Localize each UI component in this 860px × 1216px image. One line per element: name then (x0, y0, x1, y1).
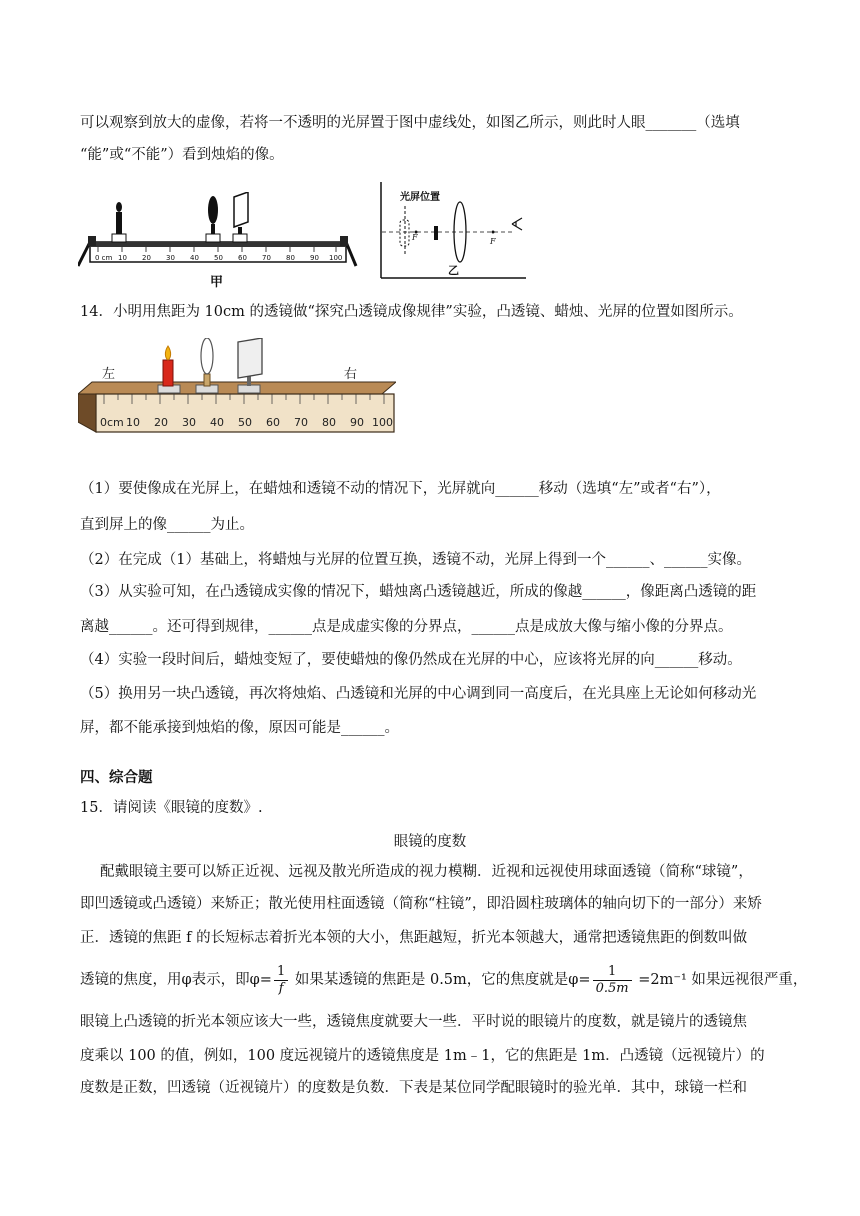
ruler-label: 60 (266, 416, 280, 429)
article-line-2: 即凹透镜或凸透镜）来矫正；散光使用柱面透镜（简称“柱镜”，即沿圆柱玻璃体的轴向切下的一部分）来矫 (80, 896, 762, 912)
figure-q14-optical-bench (78, 338, 396, 434)
ruler-label: 100 (329, 254, 343, 262)
ruler-label: 90 (350, 416, 364, 429)
article-line-1: 配戴眼镜主要可以矫正近视、远视及散光所造成的视力模糊．近视和远视使用球面透镜（简称“球镜”， (100, 864, 753, 880)
ruler-label: 50 (214, 254, 223, 262)
ruler-label: 70 (294, 416, 308, 429)
q13-text-line-2: “能”或“不能”）看到烛焰的像。 (80, 147, 284, 163)
eye-icon (512, 218, 522, 230)
ruler-label: 90 (310, 254, 319, 262)
fraction-denominator: 0.5m (595, 980, 629, 996)
ruler-label: 0cm (100, 416, 124, 429)
formula-text-b: 如果某透镜的焦距是 0.5m，它的焦度就是φ= (294, 972, 591, 988)
ruler-label: 0 cm (95, 254, 113, 262)
article-title: 眼镜的度数 (393, 834, 467, 850)
figure-jia-optical-bench (78, 192, 358, 292)
lens-icon (206, 196, 220, 242)
figure-yi-diagram (378, 182, 526, 282)
ruler-label: 70 (262, 254, 271, 262)
ruler-label: 80 (322, 416, 336, 429)
formula-text-c: =2m⁻¹ 如果远视很严重， (638, 972, 808, 988)
right-label: 右 (344, 367, 358, 382)
ruler-label: 60 (238, 254, 247, 262)
article-line-3: 正．透镜的焦距 f 的长短标志着折光本领的大小，焦距越短，折光本领越大，通常把透镜焦距的倒数叫做 (80, 930, 748, 946)
screen-icon (233, 192, 248, 242)
screen-position-label: 光屏位置 (400, 192, 440, 203)
article-line-4-formula (80, 960, 807, 1000)
fraction-numerator: 1 (274, 964, 288, 981)
left-label: 左 (102, 367, 116, 382)
focal-point-left-label: F (412, 233, 418, 242)
fraction-one-over-f (274, 964, 288, 997)
q14-part2: （2）在完成（1）基础上，将蜡烛与光屏的位置互换，透镜不动，光屏上得到一个______、______实像。 (80, 552, 751, 568)
q14-part1-line1: （1）要使像成在光屏上，在蜡烛和透镜不动的情况下，光屏就向______移动（选填“左”或者“右”）， (80, 481, 721, 497)
lens-icon (196, 338, 218, 393)
ruler-label: 50 (238, 416, 252, 429)
candle-icon (158, 346, 180, 393)
fraction-one-over-half-meter (593, 964, 632, 997)
q14-part3-line1: （3）从实验可知，在凸透镜成实像的情况下，蜡烛离凸透镜越近，所成的像越______，像距离凸透镜的距 (80, 584, 757, 600)
section-heading: 四、综合题 (80, 769, 153, 786)
ruler-label: 10 (126, 416, 140, 429)
q13-text-line-1: 可以观察到放大的虚像，若将一不透明的光屏置于图中虚线处，如图乙所示，则此时人眼_______（选填 (80, 115, 740, 131)
ruler-label: 100 (372, 416, 393, 429)
ruler-label: 40 (190, 254, 199, 262)
fraction-numerator: 1 (593, 964, 632, 981)
figure-yi-caption: 乙 (448, 264, 459, 277)
ruler-label: 10 (118, 254, 127, 262)
q14-part1-line2: 直到屏上的像______为止。 (80, 517, 254, 533)
q14-part5-line2: 屏，都不能承接到烛焰的像，原因可能是______。 (80, 720, 399, 736)
ruler-label: 20 (154, 416, 168, 429)
fraction-denominator: f (278, 980, 284, 996)
ruler-label: 30 (166, 254, 175, 262)
focal-point-right-label: F (490, 237, 496, 246)
ruler-label: 40 (210, 416, 224, 429)
screen-icon (238, 338, 262, 393)
article-line-7: 度数是正数，凹透镜（近视镜片）的度数是负数．下表是某位同学配眼镜时的验光单．其中，球镜一栏和 (80, 1080, 747, 1096)
ruler-label: 80 (286, 254, 295, 262)
q14-part3-line2: 离越______。还可得到规律，______点是成虚实像的分界点，______点是成放大像与缩小像的分界点。 (80, 619, 733, 635)
formula-text-a: 透镜的焦度，用φ表示，即φ= (80, 972, 272, 988)
q14-stem: 14．小明用焦距为 10cm 的透镜做“探究凸透镜成像规律”实验，凸透镜、蜡烛、光屏的位置如图所示。 (80, 304, 743, 320)
q15-stem: 15．请阅读《眼镜的度数》. (80, 800, 263, 816)
ruler-label: 20 (142, 254, 151, 262)
article-line-6: 度乘以 100 的值，例如，100 度远视镜片的透镜焦度是 1m﹣1，它的焦距是 1m．凸透镜（远视镜片）的 (80, 1048, 765, 1064)
candle-icon (112, 202, 126, 242)
article-line-5: 眼镜上凸透镜的折光本领应该大一些，透镜焦度就要大一些．平时说的眼镜片的度数，就是镜片的透镜焦 (80, 1014, 747, 1030)
figure-jia-caption: 甲 (210, 275, 224, 290)
ruler-label: 30 (182, 416, 196, 429)
q14-part4: （4）实验一段时间后，蜡烛变短了，要使蜡烛的像仍然成在光屏的中心，应该将光屏的向______移动。 (80, 652, 742, 668)
q14-part5-line1: （5）换用另一块凸透镜，再次将烛焰、凸透镜和光屏的中心调到同一高度后，在光具座上无论如何移动光 (80, 686, 757, 702)
